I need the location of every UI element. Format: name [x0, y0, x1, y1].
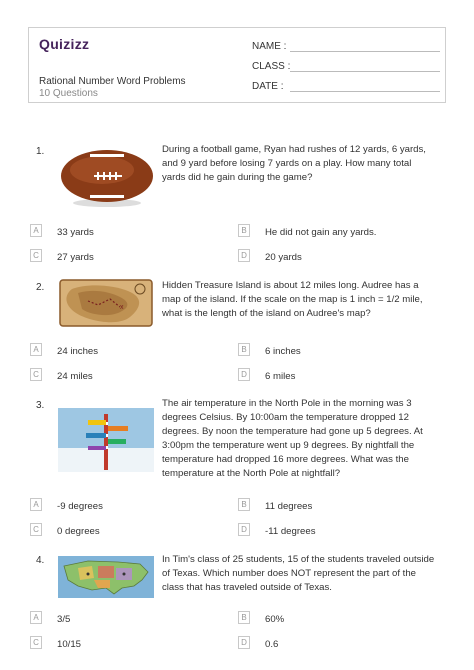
us-map-image	[58, 556, 154, 598]
question-number: 2.	[36, 282, 45, 293]
question-number: 3.	[36, 400, 45, 411]
option-letter: C	[30, 368, 42, 381]
north-pole-image	[58, 408, 154, 472]
svg-text:x: x	[120, 304, 124, 311]
name-label: NAME :	[252, 41, 287, 52]
option-letter: C	[30, 249, 42, 262]
option-letter: A	[30, 498, 42, 511]
date-label: DATE :	[252, 81, 284, 92]
question-count: 10 Questions	[39, 88, 98, 99]
treasure-map-image	[58, 277, 154, 329]
option-letter: B	[238, 343, 250, 356]
option-letter: C	[30, 523, 42, 536]
class-label: CLASS :	[252, 61, 291, 72]
option-letter: D	[238, 368, 250, 381]
question-text: During a football game, Ryan had rushes of 12 yards, 6 yards, and 9 yard before losing 7 yards on a play. How many total yards did he gain during the game?	[162, 144, 426, 183]
option-letter: A	[30, 611, 42, 624]
option-letter: B	[238, 611, 250, 624]
option-letter: B	[238, 498, 250, 511]
question-text: Hidden Treasure Island is about 12 miles long. Audree has a map of the island. If the scale on the map is 1 inch = 1/2 mile, what is the length of the island on Audree's map?	[162, 280, 423, 319]
option-letter: A	[30, 343, 42, 356]
worksheet-title: Rational Number Word Problems	[39, 76, 186, 87]
question-number: 1.	[36, 146, 45, 157]
option-letter: B	[238, 224, 250, 237]
option-letter: D	[238, 523, 250, 536]
question-text: In Tim's class of 25 students, 15 of the students traveled outside of Texas. Which number does NOT represent the part of the class that has traveled outside of Texas.	[162, 554, 435, 593]
question-number: 4.	[36, 555, 45, 566]
option-letter: C	[30, 636, 42, 649]
option-letter: A	[30, 224, 42, 237]
quizizz-logo: Quizizz	[39, 36, 90, 52]
option-letter: D	[238, 636, 250, 649]
worksheet-header	[28, 27, 446, 103]
class-field[interactable]	[252, 61, 290, 72]
date-field[interactable]	[252, 81, 283, 92]
question-text: The air temperature in the North Pole in the morning was 3 degrees Celsius. By 10:00am the temperature dropped 12 degrees. By noon the temperature had gone up 5 degrees. At 3:00pm the temperature went up 9 degrees. By nightfall the temperature had dropped 16 more degrees. What was the temperature at the North Pole at nightfall?	[162, 398, 423, 479]
name-field[interactable]	[252, 41, 286, 52]
football-image	[58, 146, 156, 208]
option-letter: D	[238, 249, 250, 262]
